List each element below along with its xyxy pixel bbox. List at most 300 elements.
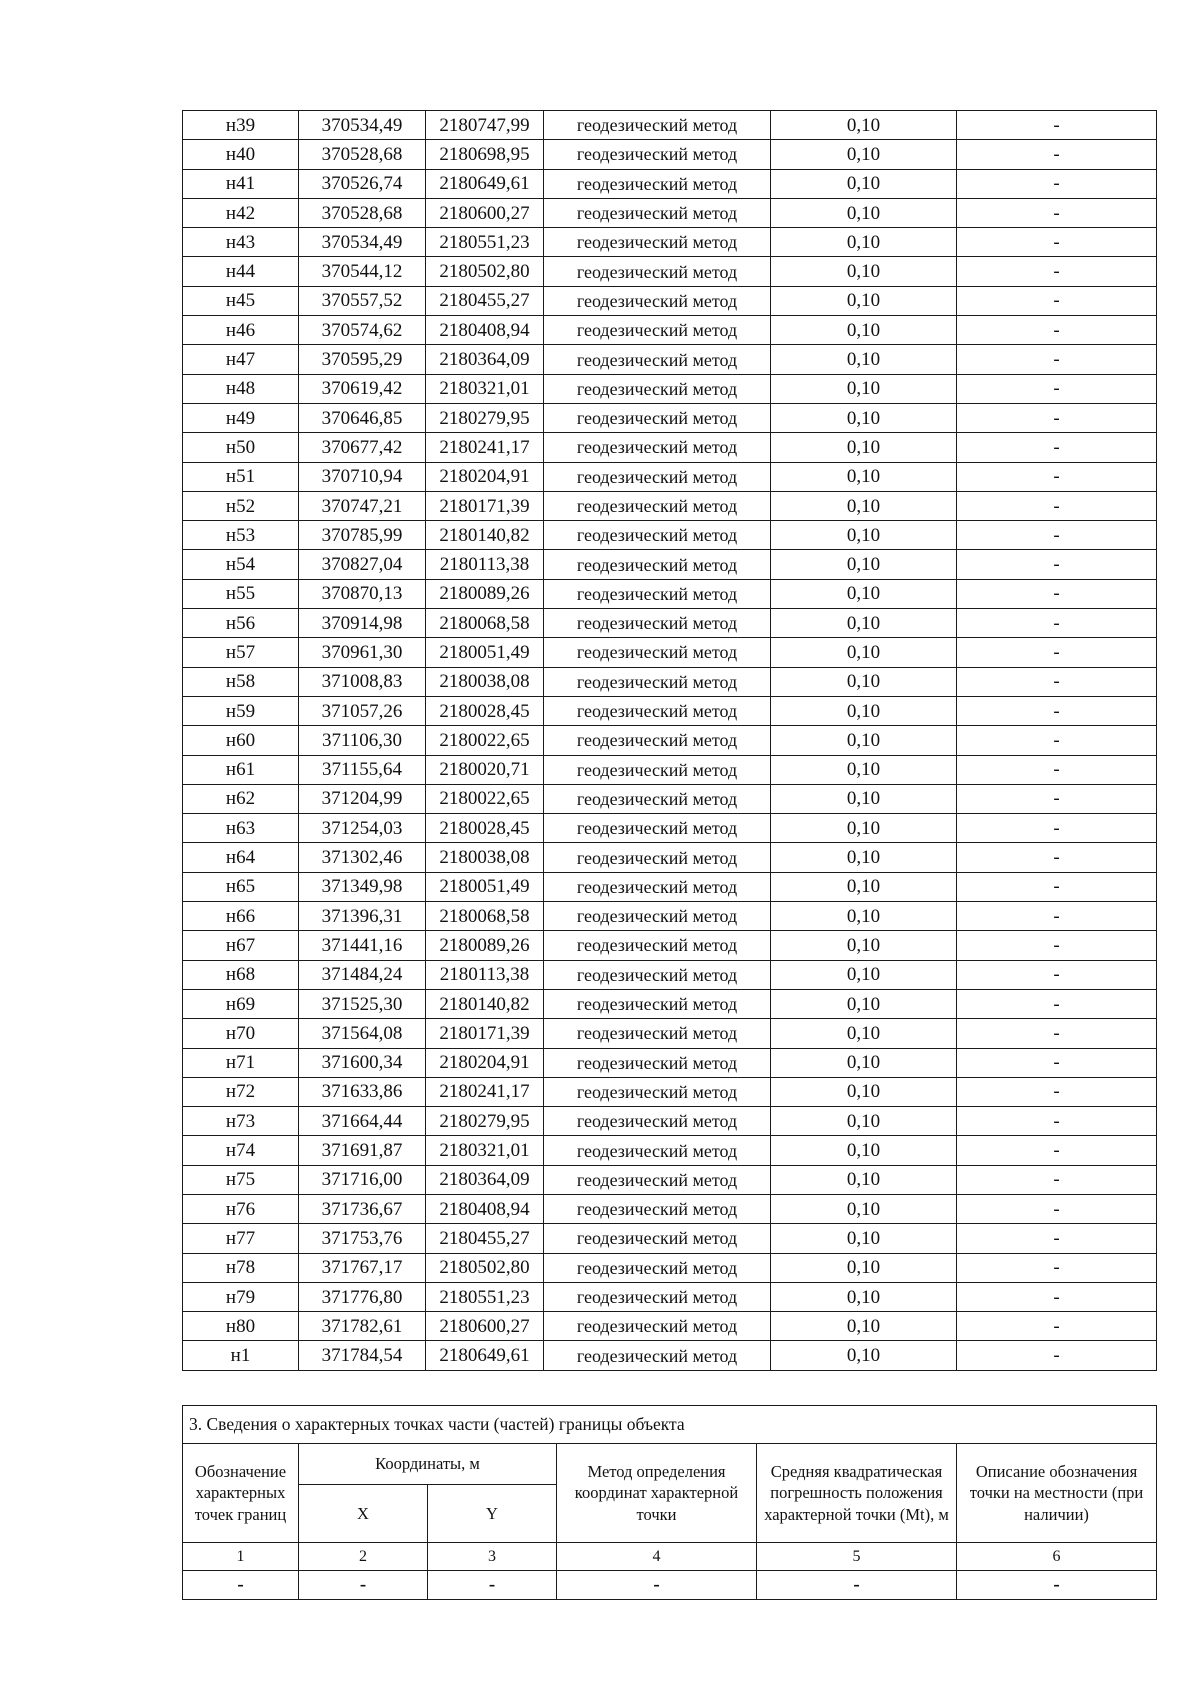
error-cell: 0,10 (771, 755, 957, 784)
y-coordinate-cell: 2180204,91 (426, 1048, 544, 1077)
table-row (183, 1107, 1157, 1136)
x-coordinate-cell: 371633,86 (299, 1077, 426, 1106)
error-cell: 0,10 (771, 257, 957, 286)
table-row (183, 638, 1157, 667)
point-id-cell: н49 (183, 403, 299, 432)
y-coordinate-cell: 2180089,26 (426, 579, 544, 608)
point-id-cell: н39 (183, 111, 299, 140)
method-cell: геодезический метод (544, 433, 771, 462)
point-id-cell: н67 (183, 931, 299, 960)
boundary-points-table (182, 110, 1157, 1371)
error-cell: 0,10 (771, 403, 957, 432)
empty-cell: - (557, 1571, 757, 1600)
x-coordinate-cell: 371302,46 (299, 843, 426, 872)
point-id-cell: н73 (183, 1107, 299, 1136)
column-number: 1 (183, 1543, 299, 1571)
y-coordinate-cell: 2180364,09 (426, 345, 544, 374)
table-row (183, 198, 1157, 227)
x-coordinate-cell: 371396,31 (299, 902, 426, 931)
description-cell: - (957, 1107, 1157, 1136)
method-cell: геодезический метод (544, 1019, 771, 1048)
table-row (183, 1077, 1157, 1106)
method-cell: геодезический метод (544, 1312, 771, 1341)
error-cell: 0,10 (771, 491, 957, 520)
y-coordinate-cell: 2180204,91 (426, 462, 544, 491)
column-number: 3 (428, 1543, 557, 1571)
x-coordinate-cell: 371600,34 (299, 1048, 426, 1077)
column-number-row (183, 1543, 1157, 1571)
point-id-cell: н45 (183, 286, 299, 315)
method-cell: геодезический метод (544, 345, 771, 374)
table-row (183, 403, 1157, 432)
method-cell: геодезический метод (544, 872, 771, 901)
y-coordinate-cell: 2180551,23 (426, 228, 544, 257)
table-row (183, 1282, 1157, 1311)
x-coordinate-cell: 371057,26 (299, 696, 426, 725)
x-coordinate-cell: 371204,99 (299, 784, 426, 813)
method-cell: геодезический метод (544, 609, 771, 638)
x-coordinate-cell: 371691,87 (299, 1136, 426, 1165)
y-coordinate-cell: 2180038,08 (426, 843, 544, 872)
y-coordinate-cell: 2180502,80 (426, 1253, 544, 1282)
description-cell: - (957, 403, 1157, 432)
header-coordinates: Координаты, м (299, 1444, 557, 1485)
point-id-cell: н69 (183, 989, 299, 1018)
description-cell: - (957, 111, 1157, 140)
description-cell: - (957, 491, 1157, 520)
x-coordinate-cell: 370785,99 (299, 521, 426, 550)
empty-data-row (183, 1571, 1157, 1600)
x-coordinate-cell: 370526,74 (299, 169, 426, 198)
point-id-cell: н74 (183, 1136, 299, 1165)
y-coordinate-cell: 2180038,08 (426, 667, 544, 696)
y-coordinate-cell: 2180698,95 (426, 140, 544, 169)
method-cell: геодезический метод (544, 931, 771, 960)
x-coordinate-cell: 371008,83 (299, 667, 426, 696)
table-row (183, 609, 1157, 638)
description-cell: - (957, 579, 1157, 608)
x-coordinate-cell: 370827,04 (299, 550, 426, 579)
y-coordinate-cell: 2180171,39 (426, 491, 544, 520)
error-cell: 0,10 (771, 609, 957, 638)
empty-cell: - (428, 1571, 557, 1600)
table-row (183, 931, 1157, 960)
method-cell: геодезический метод (544, 960, 771, 989)
description-cell: - (957, 1077, 1157, 1106)
x-coordinate-cell: 370595,29 (299, 345, 426, 374)
y-coordinate-cell: 2180649,61 (426, 1341, 544, 1370)
error-cell: 0,10 (771, 902, 957, 931)
x-coordinate-cell: 370914,98 (299, 609, 426, 638)
method-cell: геодезический метод (544, 1253, 771, 1282)
error-cell: 0,10 (771, 784, 957, 813)
table-row (183, 228, 1157, 257)
empty-cell: - (757, 1571, 957, 1600)
description-cell: - (957, 1253, 1157, 1282)
description-cell: - (957, 931, 1157, 960)
table-row (183, 521, 1157, 550)
x-coordinate-cell: 370619,42 (299, 374, 426, 403)
method-cell: геодезический метод (544, 1136, 771, 1165)
point-id-cell: н48 (183, 374, 299, 403)
method-cell: геодезический метод (544, 257, 771, 286)
boundary-points-body (183, 111, 1157, 1371)
table-row (183, 1194, 1157, 1223)
y-coordinate-cell: 2180321,01 (426, 1136, 544, 1165)
table-row (183, 111, 1157, 140)
point-id-cell: н61 (183, 755, 299, 784)
method-cell: геодезический метод (544, 491, 771, 520)
method-cell: геодезический метод (544, 1048, 771, 1077)
header-error: Средняя квадратическая погрешность положения характерной точки (Mt), м (757, 1444, 957, 1543)
table-row (183, 872, 1157, 901)
x-coordinate-cell: 370646,85 (299, 403, 426, 432)
table-row (183, 345, 1157, 374)
error-cell: 0,10 (771, 931, 957, 960)
table-row (183, 1341, 1157, 1370)
error-cell: 0,10 (771, 1341, 957, 1370)
description-cell: - (957, 1224, 1157, 1253)
table-row (183, 1312, 1157, 1341)
description-cell: - (957, 667, 1157, 696)
point-id-cell: н51 (183, 462, 299, 491)
y-coordinate-cell: 2180364,09 (426, 1165, 544, 1194)
point-id-cell: н53 (183, 521, 299, 550)
description-cell: - (957, 960, 1157, 989)
y-coordinate-cell: 2180028,45 (426, 696, 544, 725)
table-row (183, 1019, 1157, 1048)
empty-cell: - (183, 1571, 299, 1600)
point-id-cell: н57 (183, 638, 299, 667)
point-id-cell: н56 (183, 609, 299, 638)
empty-cell: - (957, 1571, 1157, 1600)
x-coordinate-cell: 370534,49 (299, 111, 426, 140)
method-cell: геодезический метод (544, 989, 771, 1018)
method-cell: геодезический метод (544, 784, 771, 813)
description-cell: - (957, 1194, 1157, 1223)
point-id-cell: н65 (183, 872, 299, 901)
section-title-row (183, 1406, 1157, 1444)
y-coordinate-cell: 2180408,94 (426, 1194, 544, 1223)
header-x: X (299, 1485, 428, 1543)
x-coordinate-cell: 370528,68 (299, 198, 426, 227)
method-cell: геодезический метод (544, 1341, 771, 1370)
point-id-cell: н71 (183, 1048, 299, 1077)
table-row (183, 579, 1157, 608)
error-cell: 0,10 (771, 550, 957, 579)
error-cell: 0,10 (771, 169, 957, 198)
method-cell: геодезический метод (544, 169, 771, 198)
x-coordinate-cell: 371525,30 (299, 989, 426, 1018)
method-cell: геодезический метод (544, 755, 771, 784)
y-coordinate-cell: 2180279,95 (426, 1107, 544, 1136)
point-id-cell: н40 (183, 140, 299, 169)
y-coordinate-cell: 2180068,58 (426, 902, 544, 931)
description-cell: - (957, 1019, 1157, 1048)
description-cell: - (957, 140, 1157, 169)
y-coordinate-cell: 2180028,45 (426, 814, 544, 843)
description-cell: - (957, 726, 1157, 755)
description-cell: - (957, 433, 1157, 462)
x-coordinate-cell: 371776,80 (299, 1282, 426, 1311)
y-coordinate-cell: 2180051,49 (426, 638, 544, 667)
error-cell: 0,10 (771, 433, 957, 462)
table-row (183, 989, 1157, 1018)
method-cell: геодезический метод (544, 843, 771, 872)
error-cell: 0,10 (771, 696, 957, 725)
x-coordinate-cell: 370747,21 (299, 491, 426, 520)
error-cell: 0,10 (771, 1282, 957, 1311)
point-id-cell: н72 (183, 1077, 299, 1106)
x-coordinate-cell: 371716,00 (299, 1165, 426, 1194)
description-cell: - (957, 989, 1157, 1018)
error-cell: 0,10 (771, 286, 957, 315)
error-cell: 0,10 (771, 374, 957, 403)
point-id-cell: н70 (183, 1019, 299, 1048)
error-cell: 0,10 (771, 1077, 957, 1106)
x-coordinate-cell: 370544,12 (299, 257, 426, 286)
method-cell: геодезический метод (544, 667, 771, 696)
method-cell: геодезический метод (544, 140, 771, 169)
method-cell: геодезический метод (544, 1077, 771, 1106)
x-coordinate-cell: 370534,49 (299, 228, 426, 257)
point-id-cell: н46 (183, 316, 299, 345)
method-cell: геодезический метод (544, 228, 771, 257)
y-coordinate-cell: 2180241,17 (426, 1077, 544, 1106)
description-cell: - (957, 1165, 1157, 1194)
x-coordinate-cell: 370557,52 (299, 286, 426, 315)
description-cell: - (957, 462, 1157, 491)
y-coordinate-cell: 2180600,27 (426, 1312, 544, 1341)
point-id-cell: н59 (183, 696, 299, 725)
method-cell: геодезический метод (544, 1282, 771, 1311)
y-coordinate-cell: 2180089,26 (426, 931, 544, 960)
error-cell: 0,10 (771, 345, 957, 374)
table-row (183, 169, 1157, 198)
x-coordinate-cell: 370528,68 (299, 140, 426, 169)
point-id-cell: н64 (183, 843, 299, 872)
y-coordinate-cell: 2180020,71 (426, 755, 544, 784)
description-cell: - (957, 902, 1157, 931)
column-number: 4 (557, 1543, 757, 1571)
table-row (183, 374, 1157, 403)
part-boundary-table (182, 1405, 1157, 1600)
error-cell: 0,10 (771, 198, 957, 227)
point-id-cell: н43 (183, 228, 299, 257)
description-cell: - (957, 169, 1157, 198)
description-cell: - (957, 1341, 1157, 1370)
error-cell: 0,10 (771, 726, 957, 755)
x-coordinate-cell: 370710,94 (299, 462, 426, 491)
method-cell: геодезический метод (544, 726, 771, 755)
x-coordinate-cell: 370574,62 (299, 316, 426, 345)
method-cell: геодезический метод (544, 550, 771, 579)
error-cell: 0,10 (771, 1136, 957, 1165)
header-description: Описание обозначения точки на местности (при наличии) (957, 1444, 1157, 1543)
header-designation: Обозначение характерных точек границ (183, 1444, 299, 1543)
table-row (183, 784, 1157, 813)
x-coordinate-cell: 371254,03 (299, 814, 426, 843)
error-cell: 0,10 (771, 579, 957, 608)
table-row (183, 755, 1157, 784)
y-coordinate-cell: 2180113,38 (426, 960, 544, 989)
point-id-cell: н76 (183, 1194, 299, 1223)
error-cell: 0,10 (771, 140, 957, 169)
table-row (183, 257, 1157, 286)
y-coordinate-cell: 2180241,17 (426, 433, 544, 462)
x-coordinate-cell: 371736,67 (299, 1194, 426, 1223)
y-coordinate-cell: 2180551,23 (426, 1282, 544, 1311)
x-coordinate-cell: 370677,42 (299, 433, 426, 462)
y-coordinate-cell: 2180140,82 (426, 989, 544, 1018)
error-cell: 0,10 (771, 1312, 957, 1341)
point-id-cell: н77 (183, 1224, 299, 1253)
table-row (183, 1136, 1157, 1165)
description-cell: - (957, 696, 1157, 725)
point-id-cell: н62 (183, 784, 299, 813)
table-row (183, 960, 1157, 989)
y-coordinate-cell: 2180321,01 (426, 374, 544, 403)
x-coordinate-cell: 371664,44 (299, 1107, 426, 1136)
y-coordinate-cell: 2180408,94 (426, 316, 544, 345)
point-id-cell: н50 (183, 433, 299, 462)
method-cell: геодезический метод (544, 1194, 771, 1223)
table-row (183, 491, 1157, 520)
error-cell: 0,10 (771, 1107, 957, 1136)
description-cell: - (957, 550, 1157, 579)
point-id-cell: н42 (183, 198, 299, 227)
error-cell: 0,10 (771, 521, 957, 550)
header-y: Y (428, 1485, 557, 1543)
description-cell: - (957, 755, 1157, 784)
point-id-cell: н63 (183, 814, 299, 843)
section-3-title: 3. Сведения о характерных точках части (частей) границы объекта (183, 1406, 1157, 1444)
table-row (183, 462, 1157, 491)
description-cell: - (957, 843, 1157, 872)
method-cell: геодезический метод (544, 814, 771, 843)
description-cell: - (957, 521, 1157, 550)
error-cell: 0,10 (771, 111, 957, 140)
table-row (183, 814, 1157, 843)
description-cell: - (957, 257, 1157, 286)
table-row (183, 550, 1157, 579)
description-cell: - (957, 228, 1157, 257)
description-cell: - (957, 374, 1157, 403)
y-coordinate-cell: 2180649,61 (426, 169, 544, 198)
method-cell: геодезический метод (544, 286, 771, 315)
x-coordinate-cell: 370961,30 (299, 638, 426, 667)
x-coordinate-cell: 371767,17 (299, 1253, 426, 1282)
point-id-cell: н55 (183, 579, 299, 608)
x-coordinate-cell: 371155,64 (299, 755, 426, 784)
y-coordinate-cell: 2180747,99 (426, 111, 544, 140)
table-row (183, 696, 1157, 725)
point-id-cell: н58 (183, 667, 299, 696)
table-row (183, 1253, 1157, 1282)
point-id-cell: н60 (183, 726, 299, 755)
method-cell: геодезический метод (544, 198, 771, 227)
description-cell: - (957, 609, 1157, 638)
description-cell: - (957, 316, 1157, 345)
column-number: 5 (757, 1543, 957, 1571)
x-coordinate-cell: 371564,08 (299, 1019, 426, 1048)
x-coordinate-cell: 371441,16 (299, 931, 426, 960)
point-id-cell: н66 (183, 902, 299, 931)
point-id-cell: н52 (183, 491, 299, 520)
y-coordinate-cell: 2180600,27 (426, 198, 544, 227)
header-method: Метод определения координат характерной точки (557, 1444, 757, 1543)
point-id-cell: н68 (183, 960, 299, 989)
method-cell: геодезический метод (544, 1107, 771, 1136)
error-cell: 0,10 (771, 638, 957, 667)
error-cell: 0,10 (771, 316, 957, 345)
table-row (183, 140, 1157, 169)
point-id-cell: н47 (183, 345, 299, 374)
error-cell: 0,10 (771, 989, 957, 1018)
table-row (183, 316, 1157, 345)
error-cell: 0,10 (771, 1165, 957, 1194)
point-id-cell: н80 (183, 1312, 299, 1341)
table-row (183, 286, 1157, 315)
description-cell: - (957, 784, 1157, 813)
x-coordinate-cell: 371349,98 (299, 872, 426, 901)
point-id-cell: н1 (183, 1341, 299, 1370)
method-cell: геодезический метод (544, 111, 771, 140)
empty-cell: - (299, 1571, 428, 1600)
method-cell: геодезический метод (544, 1224, 771, 1253)
description-cell: - (957, 286, 1157, 315)
y-coordinate-cell: 2180455,27 (426, 286, 544, 315)
column-number: 2 (299, 1543, 428, 1571)
method-cell: геодезический метод (544, 403, 771, 432)
description-cell: - (957, 872, 1157, 901)
y-coordinate-cell: 2180022,65 (426, 726, 544, 755)
error-cell: 0,10 (771, 462, 957, 491)
method-cell: геодезический метод (544, 374, 771, 403)
error-cell: 0,10 (771, 960, 957, 989)
table-row (183, 433, 1157, 462)
error-cell: 0,10 (771, 1048, 957, 1077)
description-cell: - (957, 1312, 1157, 1341)
description-cell: - (957, 1136, 1157, 1165)
method-cell: геодезический метод (544, 579, 771, 608)
description-cell: - (957, 1282, 1157, 1311)
y-coordinate-cell: 2180022,65 (426, 784, 544, 813)
method-cell: геодезический метод (544, 696, 771, 725)
method-cell: геодезический метод (544, 521, 771, 550)
description-cell: - (957, 1048, 1157, 1077)
point-id-cell: н78 (183, 1253, 299, 1282)
error-cell: 0,10 (771, 843, 957, 872)
point-id-cell: н41 (183, 169, 299, 198)
y-coordinate-cell: 2180140,82 (426, 521, 544, 550)
y-coordinate-cell: 2180113,38 (426, 550, 544, 579)
description-cell: - (957, 814, 1157, 843)
table-row (183, 1224, 1157, 1253)
method-cell: геодезический метод (544, 316, 771, 345)
table-row (183, 726, 1157, 755)
table-row (183, 1165, 1157, 1194)
x-coordinate-cell: 371782,61 (299, 1312, 426, 1341)
point-id-cell: н75 (183, 1165, 299, 1194)
table-row (183, 667, 1157, 696)
method-cell: геодезический метод (544, 462, 771, 491)
error-cell: 0,10 (771, 814, 957, 843)
method-cell: геодезический метод (544, 1165, 771, 1194)
y-coordinate-cell: 2180455,27 (426, 1224, 544, 1253)
header-row-1 (183, 1444, 1157, 1485)
y-coordinate-cell: 2180051,49 (426, 872, 544, 901)
